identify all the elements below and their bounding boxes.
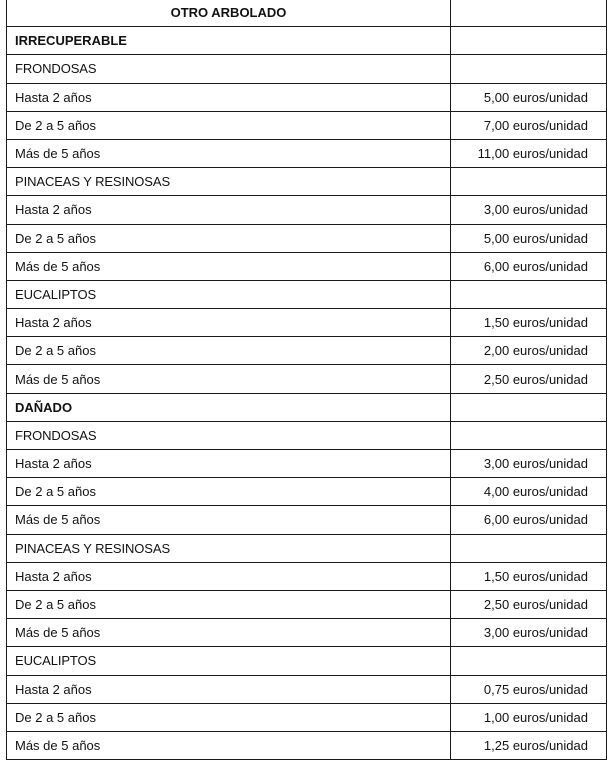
group-row [7,280,607,308]
price-cell: 5,00 euros/unidad [451,83,607,111]
price-cell [451,393,607,421]
age-range-cell: Hasta 2 años [7,83,451,111]
group-row [7,421,607,449]
age-range-cell: Hasta 2 años [7,675,451,703]
price-cell [451,55,607,83]
price-cell: 4,00 euros/unidad [451,478,607,506]
price-cell: 0,75 euros/unidad [451,675,607,703]
value-column-header [451,0,607,27]
table-row [7,111,607,139]
species-group-label: PINACEAS Y RESINOSAS [7,534,451,562]
age-range-cell: De 2 a 5 años [7,111,451,139]
table-row [7,562,607,590]
section-row [7,393,607,421]
price-cell: 6,00 euros/unidad [451,506,607,534]
table-row [7,196,607,224]
table-row [7,139,607,167]
species-group-label: FRONDOSAS [7,421,451,449]
age-range-cell: Hasta 2 años [7,562,451,590]
age-range-cell: Hasta 2 años [7,450,451,478]
group-row [7,647,607,675]
table-row [7,252,607,280]
species-group-label: EUCALIPTOS [7,647,451,675]
price-cell: 1,50 euros/unidad [451,562,607,590]
table-title: OTRO ARBOLADO [7,0,451,27]
section-row [7,27,607,55]
price-cell: 1,50 euros/unidad [451,309,607,337]
price-cell [451,421,607,449]
age-range-cell: Hasta 2 años [7,196,451,224]
age-range-cell: De 2 a 5 años [7,590,451,618]
age-range-cell: De 2 a 5 años [7,224,451,252]
age-range-cell: De 2 a 5 años [7,337,451,365]
price-cell [451,168,607,196]
table-row [7,703,607,731]
table-header-row [7,0,607,27]
age-range-cell: Más de 5 años [7,365,451,393]
age-range-cell: Más de 5 años [7,506,451,534]
table-row [7,675,607,703]
price-cell: 3,00 euros/unidad [451,196,607,224]
price-cell: 2,50 euros/unidad [451,365,607,393]
table-row [7,731,607,759]
table-row [7,506,607,534]
price-cell: 7,00 euros/unidad [451,111,607,139]
table-row [7,309,607,337]
price-cell: 1,25 euros/unidad [451,731,607,759]
group-row [7,534,607,562]
table-row [7,224,607,252]
table-row [7,365,607,393]
age-range-cell: Más de 5 años [7,252,451,280]
age-range-cell: De 2 a 5 años [7,703,451,731]
price-cell: 1,00 euros/unidad [451,703,607,731]
species-group-label: EUCALIPTOS [7,280,451,308]
price-cell: 3,00 euros/unidad [451,619,607,647]
price-cell: 11,00 euros/unidad [451,139,607,167]
table-row [7,478,607,506]
age-range-cell: De 2 a 5 años [7,478,451,506]
price-cell [451,27,607,55]
rates-table [6,0,607,760]
section-label: DAÑADO [7,393,451,421]
table-row [7,337,607,365]
table-row [7,83,607,111]
price-cell [451,534,607,562]
table-row [7,450,607,478]
price-cell: 3,00 euros/unidad [451,450,607,478]
species-group-label: PINACEAS Y RESINOSAS [7,168,451,196]
group-row [7,168,607,196]
table-row [7,590,607,618]
group-row [7,55,607,83]
price-cell: 6,00 euros/unidad [451,252,607,280]
age-range-cell: Más de 5 años [7,139,451,167]
age-range-cell: Más de 5 años [7,731,451,759]
species-group-label: FRONDOSAS [7,55,451,83]
section-label: IRRECUPERABLE [7,27,451,55]
table-row [7,619,607,647]
table-body [7,27,607,760]
price-cell: 2,00 euros/unidad [451,337,607,365]
price-cell [451,280,607,308]
price-cell: 5,00 euros/unidad [451,224,607,252]
age-range-cell: Más de 5 años [7,619,451,647]
age-range-cell: Hasta 2 años [7,309,451,337]
price-cell: 2,50 euros/unidad [451,590,607,618]
price-cell [451,647,607,675]
